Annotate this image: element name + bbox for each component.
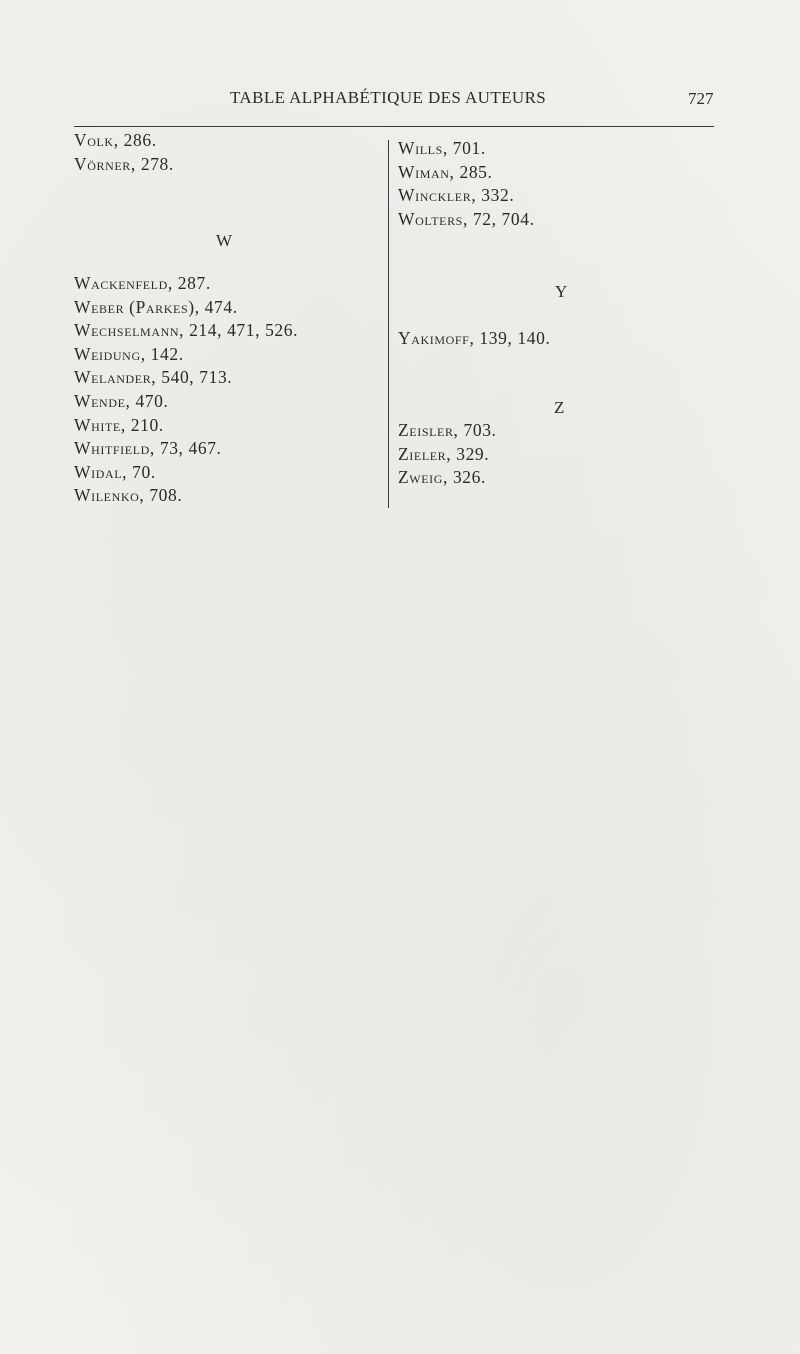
index-entry: Widal, 70. xyxy=(74,461,156,482)
right-column-z-entries xyxy=(398,419,497,490)
index-entry: Wolters, 72, 704. xyxy=(398,208,535,229)
index-entry: Yakimoff, 139, 140. xyxy=(398,328,551,348)
index-entry: Winckler, 332. xyxy=(398,185,515,206)
index-entry: Wechselmann, 214, 471, 526. xyxy=(74,320,299,341)
index-entry: Vörner, 278. xyxy=(74,153,174,174)
index-entry: Wilenko, 708. xyxy=(74,485,183,506)
index-entry: Zieler, 329. xyxy=(398,443,490,464)
index-entry: Wills, 701. xyxy=(398,138,486,158)
index-entry: Wiman, 285. xyxy=(398,161,493,182)
index-entry: Weidung, 142. xyxy=(74,343,184,364)
index-entry: Zweig, 326. xyxy=(398,467,486,488)
section-letter-y: Y xyxy=(555,282,568,301)
right-column-y-entries xyxy=(398,327,550,351)
section-letter-w: W xyxy=(216,231,233,250)
index-entry: Weber (Parkes), 474. xyxy=(74,296,238,317)
page-number: 727 xyxy=(688,89,714,108)
index-entry: Whitfield, 73, 467. xyxy=(74,438,222,459)
index-entry: White, 210. xyxy=(74,414,164,435)
header-rule xyxy=(74,126,714,127)
right-column xyxy=(398,137,535,231)
section-letter-z: Z xyxy=(554,398,565,417)
left-column xyxy=(74,129,174,176)
index-entry: Welander, 540, 713. xyxy=(74,367,233,388)
index-entry: Zeisler, 703. xyxy=(398,420,497,440)
running-header-title: TABLE ALPHABÉTIQUE DES AUTEURS xyxy=(230,88,547,107)
left-column-w-entries xyxy=(74,272,298,508)
index-entry: Wende, 470. xyxy=(74,390,169,411)
index-entry: Volk, 286. xyxy=(74,130,157,150)
column-divider xyxy=(388,140,389,508)
index-entry: Wackenfeld, 287. xyxy=(74,273,211,293)
